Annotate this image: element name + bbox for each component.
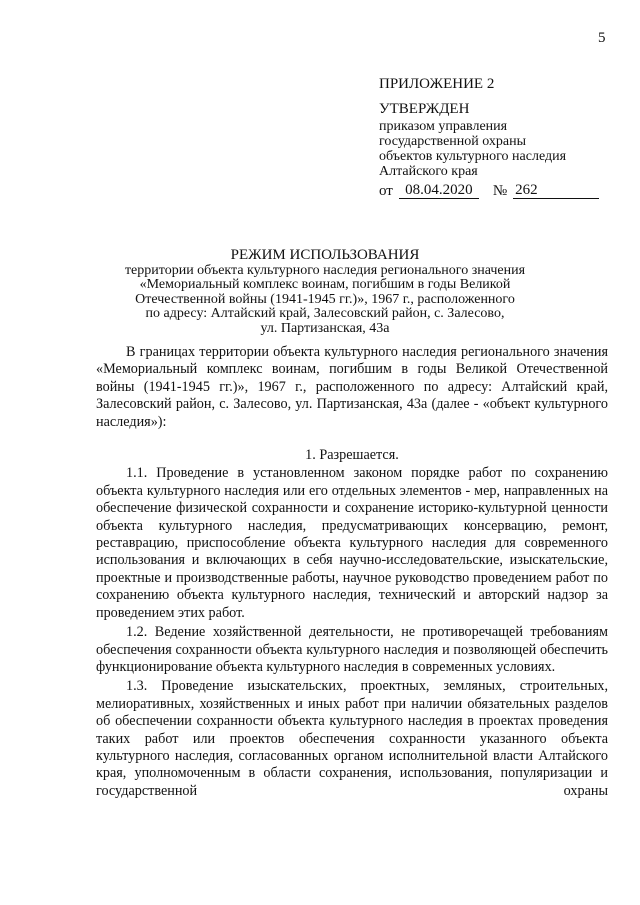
approval-block: [379, 77, 619, 199]
title-line: Отечественной войны (1941-1945 гг.)», 1967 г., расположенного: [135, 291, 515, 307]
title-line: ул. Партизанская, 43а: [260, 320, 390, 336]
annex-label: ПРИЛОЖЕНИЕ 2: [379, 76, 495, 92]
order-date: 08.04.2020: [399, 183, 479, 199]
document-body: [96, 344, 608, 802]
page-number: 5: [598, 30, 606, 46]
issuer-line: государственной охраны: [379, 134, 527, 149]
title-line: по адресу: Алтайский край, Залесовский район, с. Залесово,: [145, 306, 505, 321]
issuer-line: Алтайского края: [379, 164, 478, 179]
section-heading: 1. Разрешается.: [305, 447, 399, 464]
issuer-line: приказом управления: [379, 119, 508, 134]
issuer-line: объектов культурного наследия: [379, 149, 567, 164]
clause-1-3: 1.3. Проведение изыскательских, проектных, земляных, строительных, мелиоративных, хозяйственных и иных работ при наличии обязательных разделов об обеспечении сохранности объекта культурного наследия в проектах проведения таких работ или проектов обеспечения сохранности указанного объекта культурного наследия, согласованных органом исполнительной власти Алтайского края, уполномоченным в области сохранения, использования, популяризации и государственной охраны: [96, 678, 608, 799]
title-heading: РЕЖИМ ИСПОЛЬЗОВАНИЯ: [230, 247, 420, 263]
approved-label: УТВЕРЖДЕН: [379, 101, 470, 117]
clause-1-1: 1.1. Проведение в установленном законом порядке работ по сохранению объекта культурного наследия или его отдельных элементов - мер, направленных на обеспечение физической сохранности и сохранение историко-культурной ценности объекта культурного наследия, предусматривающих консервацию, ремонт, реставрацию, приспособление объекта культурного наследия для современного использования и включающих в себя научно-исследовательские, изыскательские, проектные и производственные работы, научное руководство проведением работ по сохранению объекта культурного наследия, технический и авторский надзор за проведением этих работ.: [96, 465, 608, 621]
order-date-number: [379, 183, 619, 199]
date-prefix: от: [379, 183, 393, 199]
number-prefix: №: [492, 183, 508, 199]
intro-paragraph: В границах территории объекта культурного наследия регионального значения «Мемориальный комплекс воинам, погибшим в годы Великой Отечественной войны (1941-1945 гг.)», 1967 г., расположенного по адресу: Алтайский край, Залесовский район, с. Залесово, ул. Партизанская, 43а (далее - «объект культурного наследия»):: [96, 344, 608, 430]
document-title: [110, 248, 540, 336]
order-number: 262: [513, 183, 599, 199]
clause-1-2: 1.2. Ведение хозяйственной деятельности, не противоречащей требованиям обеспечения сохранности объекта культурного наследия и позволяющей обеспечить функционирование объекта культурного наследия в современных условиях.: [96, 624, 608, 675]
title-line: «Мемориальный комплекс воинам, погибшим в годы Великой: [139, 277, 511, 292]
title-line: территории объекта культурного наследия регионального значения: [124, 262, 526, 278]
